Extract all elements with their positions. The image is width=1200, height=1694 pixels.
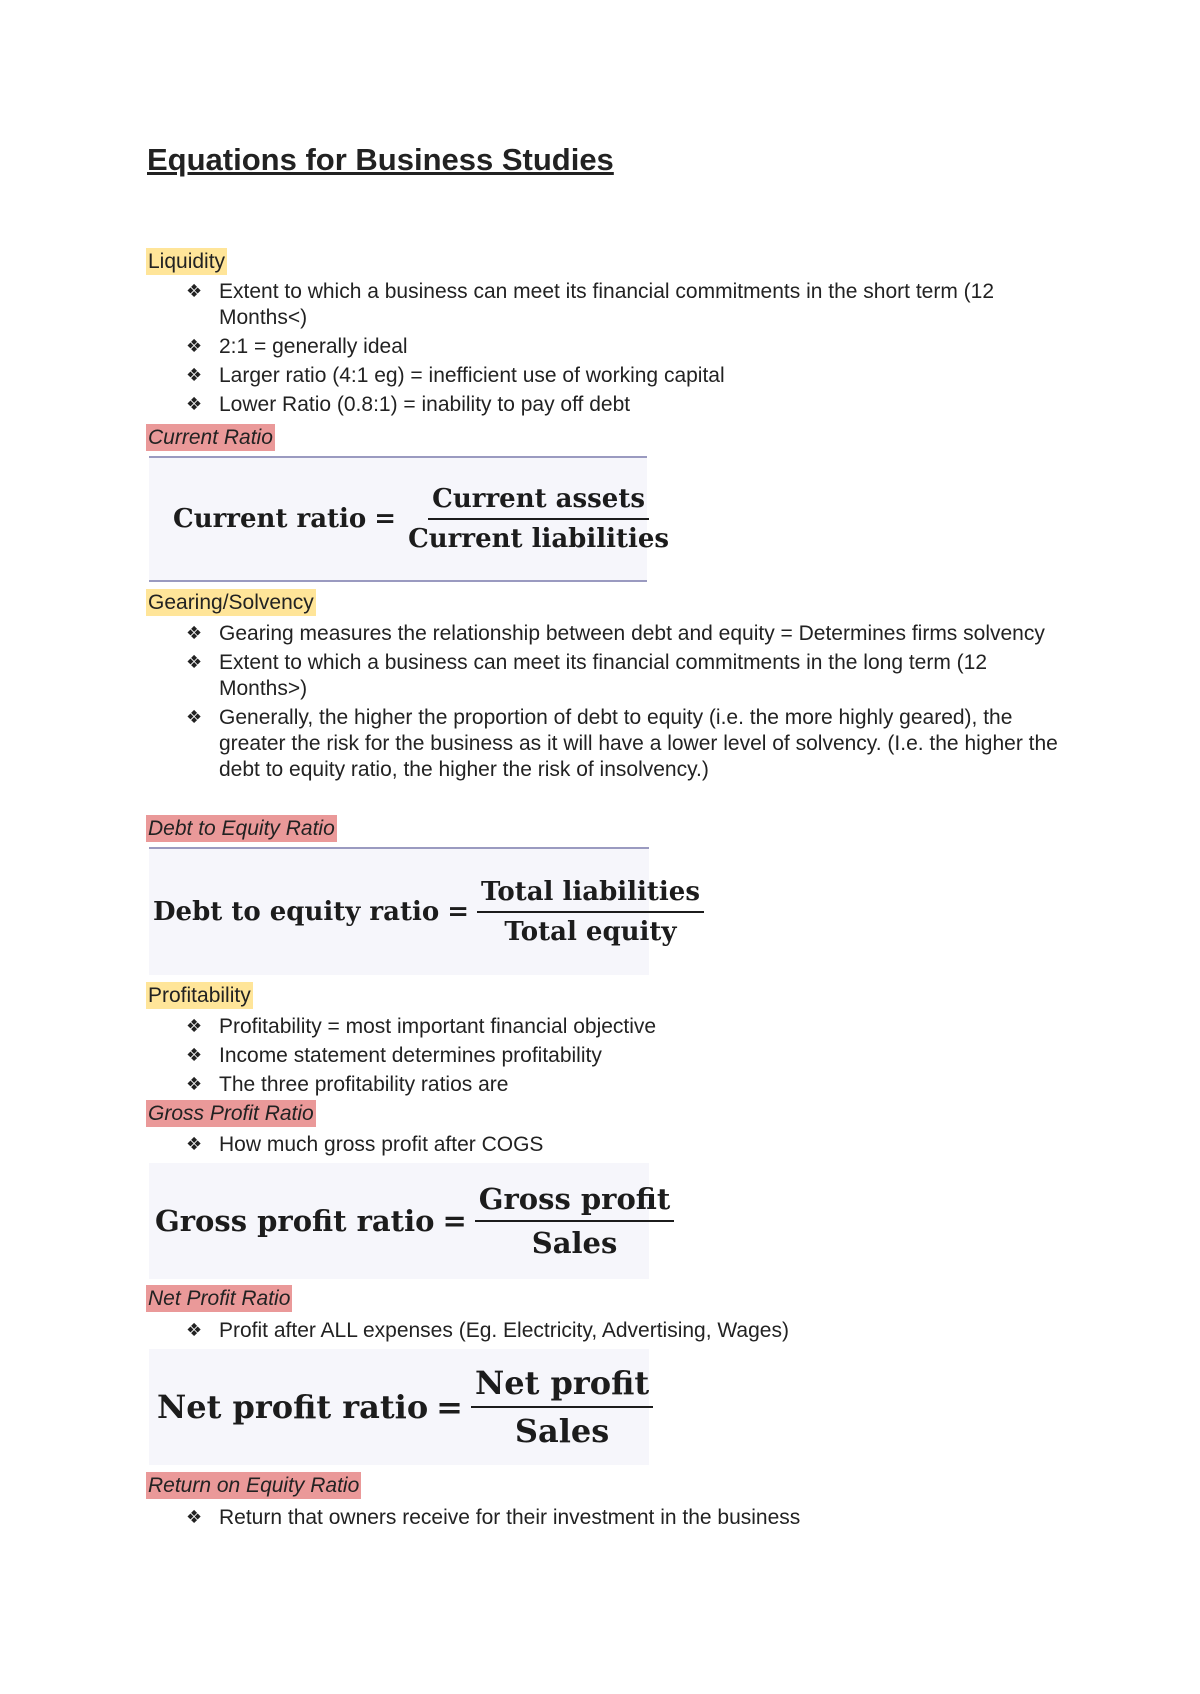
numerator: Gross profit [475, 1182, 675, 1222]
gross-profit-equation [149, 1163, 671, 1279]
net-profit-heading: Net Profit Ratio [148, 1287, 291, 1310]
list-item: ❖ Extent to which a business can meet its financial commitments in the long term (12 Months>) [186, 651, 988, 700]
return-equity-bullet-list [186, 1505, 1066, 1534]
equation-lhs: Current ratio [173, 504, 367, 534]
gross-profit-bullet-list [186, 1132, 1066, 1161]
bullet-diamond-icon: ❖ [186, 652, 203, 673]
return-equity-heading: Return on Equity Ratio [148, 1474, 360, 1497]
liquidity-heading: Liquidity [148, 250, 226, 273]
list-item: ❖ Income statement determines profitability [186, 1044, 602, 1067]
profitability-heading: Profitability [148, 984, 251, 1007]
current-ratio-equation [149, 456, 670, 582]
equals-sign: = [447, 897, 469, 927]
bullet-diamond-icon: ❖ [186, 1134, 203, 1155]
bullet-diamond-icon: ❖ [186, 281, 203, 302]
fraction [477, 877, 704, 947]
bullet-diamond-icon: ❖ [186, 1074, 203, 1095]
numerator: Total liabilities [477, 877, 704, 913]
equation-lhs: Net profit ratio [157, 1388, 429, 1426]
list-item: ❖ Generally, the higher the proportion of debt to equity (i.e. the more highly geared), the greater the risk for the business as it will have a lower level of solvency. (I.e. the higher the debt to equity ratio, the higher the risk of insolvency.) [186, 706, 1058, 781]
bullet-diamond-icon: ❖ [186, 707, 203, 728]
list-item: ❖ The three profitability ratios are [186, 1073, 509, 1096]
denominator: Current liabilities [408, 524, 670, 554]
denominator: Sales [514, 1412, 610, 1450]
numerator: Net profit [471, 1364, 653, 1408]
fraction [471, 1364, 653, 1450]
list-item: ❖ How much gross profit after COGS [186, 1133, 544, 1156]
equals-sign: = [374, 504, 397, 534]
debt-equity-heading: Debt to Equity Ratio [148, 817, 335, 840]
fraction [475, 1182, 675, 1260]
gearing-bullet-list [186, 621, 1066, 786]
equals-sign: = [442, 1204, 467, 1238]
bullet-diamond-icon: ❖ [186, 1016, 203, 1037]
list-item: ❖ Profitability = most important financial objective [186, 1015, 657, 1038]
list-item: ❖ 2:1 = generally ideal [186, 335, 408, 358]
current-ratio-heading: Current Ratio [148, 426, 273, 449]
bullet-diamond-icon: ❖ [186, 394, 203, 415]
list-item: ❖ Return that owners receive for their investment in the business [186, 1506, 801, 1529]
numerator: Current assets [428, 484, 649, 520]
gross-profit-heading: Gross Profit Ratio [148, 1102, 314, 1125]
page-title: Equations for Business Studies [147, 142, 614, 177]
denominator: Sales [531, 1226, 618, 1260]
bullet-diamond-icon: ❖ [186, 1045, 203, 1066]
list-item: ❖ Lower Ratio (0.8:1) = inability to pay off debt [186, 393, 631, 416]
profitability-bullet-list [186, 1014, 1066, 1101]
list-item: ❖ Larger ratio (4:1 eg) = inefficient use of working capital [186, 364, 725, 387]
liquidity-bullet-list [186, 279, 1066, 421]
denominator: Total equity [504, 917, 677, 947]
bullet-diamond-icon: ❖ [186, 1507, 203, 1528]
list-item: ❖ Extent to which a business can meet its financial commitments in the short term (12 Months<) [186, 280, 995, 329]
bullet-diamond-icon: ❖ [186, 336, 203, 357]
bullet-diamond-icon: ❖ [186, 365, 203, 386]
equals-sign: = [436, 1388, 463, 1426]
gearing-heading: Gearing/Solvency [148, 591, 314, 614]
equation-lhs: Debt to equity ratio [153, 897, 440, 927]
bullet-diamond-icon: ❖ [186, 1320, 203, 1341]
net-profit-bullet-list [186, 1318, 1066, 1347]
equation-lhs: Gross profit ratio [155, 1204, 435, 1238]
debt-equity-equation [149, 847, 700, 975]
bullet-diamond-icon: ❖ [186, 623, 203, 644]
fraction [404, 484, 673, 554]
list-item: ❖ Gearing measures the relationship between debt and equity = Determines firms solvency [186, 622, 1045, 645]
list-item: ❖ Profit after ALL expenses (Eg. Electricity, Advertising, Wages) [186, 1319, 789, 1342]
net-profit-equation [149, 1349, 649, 1465]
